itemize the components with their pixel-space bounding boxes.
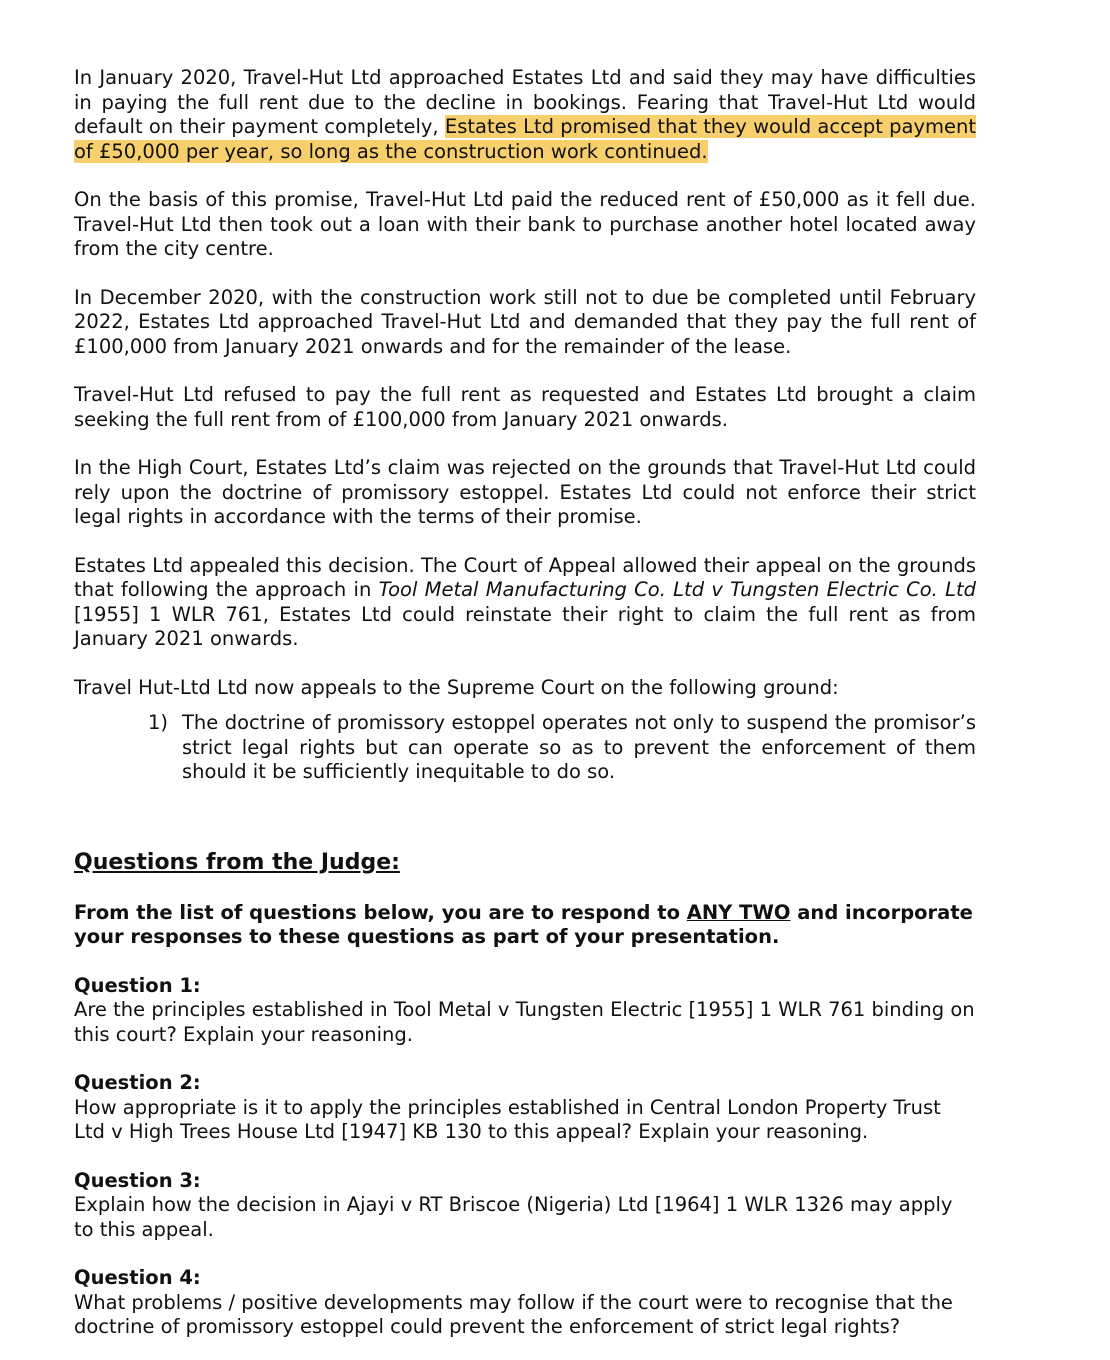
questions-instruction xyxy=(74,901,976,950)
paragraph-text: Estates Ltd appealed this decision. The Court of Appeal allowed their appeal on the grounds that following the approach in xyxy=(74,553,976,601)
paragraph-court-of-appeal xyxy=(74,554,976,652)
question-title: Question 2: xyxy=(74,1071,201,1094)
ground-text: The doctrine of promissory estoppel operates not only to suspend the promisor’s strict legal rights but can operate so as to prevent the enforcement of them should it be sufficiently inequitable to do so. xyxy=(182,711,976,783)
paragraph-text: [1955] 1 WLR 761, Estates Ltd could reinstate their right to claim the full rent as from January 2021 onwards. xyxy=(74,602,976,650)
question-4 xyxy=(74,1266,976,1340)
appeal-ground xyxy=(148,711,976,785)
question-text: Explain how the decision in Ajayi v RT Briscoe (Nigeria) Ltd [1964] 1 WLR 1326 may apply to this appeal. xyxy=(74,1193,953,1241)
question-title: Question 3: xyxy=(74,1168,201,1192)
question-1 xyxy=(74,974,976,1048)
paragraph-january-2020 xyxy=(74,66,976,164)
questions-heading: Questions from the Judge: xyxy=(74,849,400,875)
question-text: What problems / positive developments may follow if the court were to recognise that the doctrine of promissory estoppel could prevent the enforcement of strict legal rights? xyxy=(74,1290,953,1338)
question-title: Question 1: xyxy=(74,973,201,997)
instruction-text: and incorporate your responses to these questions as part of your presentation. xyxy=(74,900,973,948)
ground-number: 1) xyxy=(148,711,169,734)
question-2 xyxy=(74,1071,976,1145)
question-3 xyxy=(74,1169,976,1243)
instruction-emphasis: ANY TWO xyxy=(686,900,791,924)
paragraph-high-court: In the High Court, Estates Ltd’s claim was rejected on the grounds that Travel-Hut Ltd could rely upon the doctrine of promissory estoppel. Estates Ltd could not enforce their strict legal rights in accordance with the terms of their promise. xyxy=(74,456,976,528)
question-text: Are the principles established in Tool Metal v Tungsten Electric [1955] 1 WLR 761 binding on this court? Explain your reasoning. xyxy=(74,998,975,1046)
paragraph-december-2020: In December 2020, with the construction work still not to due be completed until February 2022, Estates Ltd approached Travel-Hut Ltd and demanded that they pay the full rent of £100,000 from January 2021 onwards and for the remainder of the lease. xyxy=(74,285,976,358)
paragraph-refusal: Travel-Hut Ltd refused to pay the full rent as requested and Estates Ltd brought a claim seeking the full rent from of £100,000 from January 2021 onwards. xyxy=(74,383,976,431)
question-text: How appropriate is it to apply the principles established in Central London Property Trust Ltd v High Trees House Ltd [1947] KB 130 to this appeal? Explain your reasoning. xyxy=(74,1095,941,1143)
case-citation: Tool Metal Manufacturing Co. Ltd v Tungsten Electric Co. Ltd xyxy=(378,578,976,601)
highlighted-promise: Estates Ltd promised that they would accept payment of £50,000 per year, so long as the construction work continued. xyxy=(74,115,977,163)
paragraph-text: In January 2020, Travel-Hut Ltd approached Estates Ltd and said they may have difficulties in paying the full rent due to the decline in bookings. Fearing that Travel-Hut Ltd would default on their payment completely, xyxy=(74,66,976,138)
question-title: Question 4: xyxy=(74,1266,201,1289)
paragraph-supreme-court: Travel Hut-Ltd Ltd now appeals to the Supreme Court on the following ground: xyxy=(74,675,839,699)
instruction-text: From the list of questions below, you are to respond to xyxy=(74,900,687,924)
paragraph-reduced-rent: On the basis of this promise, Travel-Hut Ltd paid the reduced rent of £50,000 as it fell due. Travel-Hut Ltd then took out a loan with their bank to purchase another hotel located away from the city centre. xyxy=(74,188,976,260)
